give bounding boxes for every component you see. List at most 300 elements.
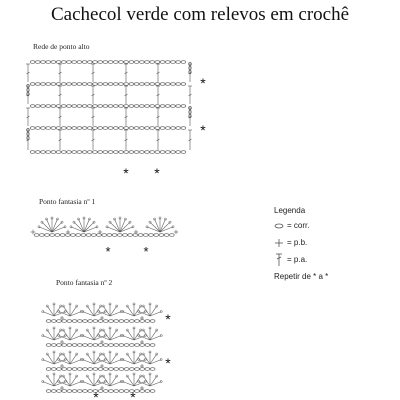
- chain-stitch: [62, 390, 67, 393]
- chain-stitch: [145, 368, 150, 371]
- chain-stitch: [154, 234, 159, 237]
- chain-stitch: [135, 320, 140, 323]
- legend-label-corr: = corr.: [287, 221, 310, 230]
- chain-stitch: [93, 368, 98, 371]
- chain-stitch: [83, 368, 88, 371]
- chain-stitch: [165, 105, 170, 108]
- chain-stitch: [124, 151, 129, 154]
- chain-stitch: [72, 368, 77, 371]
- chain-stitch: [35, 151, 40, 154]
- ponto-fantasia-2-chart: [42, 303, 172, 400]
- chain-stitch: [41, 151, 46, 154]
- chain-stitch: [62, 344, 67, 347]
- chain-stitch: [176, 127, 181, 130]
- chain-stitch: [176, 83, 181, 86]
- chain-stitch: [129, 83, 134, 86]
- chain-stitch: [124, 61, 129, 64]
- repeat-marker-asterisk: *: [200, 75, 206, 91]
- chain-stitch: [46, 344, 51, 347]
- chain-stitch: [134, 61, 139, 64]
- chain-stitch: [30, 127, 35, 130]
- chain-stitch: [107, 234, 112, 237]
- chain-stitch: [164, 234, 169, 237]
- chain-stitch: [124, 105, 129, 108]
- chain-stitch: [77, 83, 82, 86]
- chain-stitch: [103, 151, 108, 154]
- chain-stitch: [30, 151, 35, 154]
- chain-stitch: [103, 390, 108, 393]
- repeat-marker-asterisk: *: [143, 244, 149, 259]
- chain-stitch: [62, 368, 67, 371]
- chain-stitch: [160, 127, 165, 130]
- chain-stitch: [145, 320, 150, 323]
- chain-stitch: [165, 83, 170, 86]
- chain-stitch: [112, 234, 117, 237]
- chain-stitch: [114, 344, 119, 347]
- chain-stitch: [30, 61, 35, 64]
- chain-stitch: [88, 368, 93, 371]
- chain-stitch: [67, 105, 72, 108]
- chain-stitch: [61, 83, 66, 86]
- chain-stitch: [129, 61, 134, 64]
- chain-stitch: [60, 234, 65, 237]
- chain-stitch: [119, 83, 124, 86]
- chain-stitch: [140, 390, 145, 393]
- chain-stitch: [113, 127, 118, 130]
- chain-stitch: [145, 61, 150, 64]
- chain-stitch: [45, 234, 50, 237]
- chain-stitch: [83, 390, 88, 393]
- chain-stitch: [98, 127, 103, 130]
- chain-stitch: [181, 127, 186, 130]
- chain-stitch: [129, 368, 134, 371]
- chain-stitch: [30, 105, 35, 108]
- chain-stitch: [129, 127, 134, 130]
- chain-stitch: [67, 368, 72, 371]
- legend: [274, 206, 394, 281]
- chain-stitch: [41, 105, 46, 108]
- legend-item-corr: [274, 219, 394, 232]
- chain-stitch: [139, 61, 144, 64]
- legend-title: Legenda: [274, 206, 306, 215]
- fan-treble-stitch: [120, 222, 130, 232]
- chain-stitch: [35, 61, 40, 64]
- chain-stitch: [61, 105, 66, 108]
- repeat-marker-asterisk: *: [165, 311, 171, 327]
- chain-stitch: [135, 344, 140, 347]
- chain-stitch: [72, 61, 77, 64]
- chain-stitch: [71, 234, 76, 237]
- chain-stitch: [181, 151, 186, 154]
- fan-stitch-top: [164, 218, 166, 220]
- chain-stitch: [160, 105, 165, 108]
- chain-stitch: [155, 61, 160, 64]
- chain-stitch: [134, 105, 139, 108]
- chain-stitch: [50, 234, 55, 237]
- chain-stitch: [149, 234, 154, 237]
- chain-stitch: [35, 105, 40, 108]
- fan-treble-stitch: [52, 222, 62, 232]
- chain-stitch: [135, 368, 140, 371]
- chain-stitch: [55, 234, 60, 237]
- repeat-marker-asterisk: *: [130, 389, 136, 400]
- chain-stitch: [160, 83, 165, 86]
- legend-item-pb: [274, 236, 394, 249]
- chain-stitch: [98, 368, 103, 371]
- chain-stitch: [39, 234, 44, 237]
- repeat-marker-asterisk: *: [165, 355, 171, 371]
- chain-stitch: [129, 151, 134, 154]
- chain-stitch: [67, 127, 72, 130]
- chain-stitch: [72, 390, 77, 393]
- chain-stitch: [150, 344, 155, 347]
- chain-stitch: [171, 151, 176, 154]
- chain-stitch: [87, 105, 92, 108]
- chain-stitch: [91, 234, 96, 237]
- chain-stitch: [98, 151, 103, 154]
- chain-stitch: [98, 390, 103, 393]
- chain-stitch: [134, 151, 139, 154]
- fan-stitch-top: [45, 218, 47, 220]
- chain-stitch: [72, 344, 77, 347]
- fan-stitch-top: [77, 218, 79, 220]
- chain-stitch: [140, 368, 145, 371]
- chain-stitch: [93, 151, 98, 154]
- chain-stitch: [160, 61, 165, 64]
- page-title: Cachecol verde com relevos em crochê: [50, 4, 350, 25]
- chain-stitch: [83, 320, 88, 323]
- chain-stitch: [46, 320, 51, 323]
- chain-stitch: [46, 83, 51, 86]
- chain-stitch: [87, 151, 92, 154]
- chain-stitch: [87, 61, 92, 64]
- fan-stitch-top: [60, 305, 62, 307]
- chain-stitch: [129, 344, 134, 347]
- chain-stitch: [150, 320, 155, 323]
- chain-stitch: [150, 368, 155, 371]
- chain-stitch: [138, 234, 143, 237]
- chain-stitch: [124, 127, 129, 130]
- chain-stitch: [98, 344, 103, 347]
- caption-rede-ponto-alto: Rede de ponto alto: [33, 42, 90, 51]
- chain-stitch: [108, 105, 113, 108]
- chain-stitch: [160, 151, 165, 154]
- chain-stitch: [171, 61, 176, 64]
- chain-stitch: [145, 105, 150, 108]
- chain-stitch: [56, 151, 61, 154]
- chain-stitch: [155, 105, 160, 108]
- fan-stitch-top: [113, 218, 115, 220]
- chain-stitch: [46, 390, 51, 393]
- chain-stitch: [35, 83, 40, 86]
- chain-stitch: [155, 127, 160, 130]
- chain-stitch: [82, 151, 87, 154]
- chain-stitch: [72, 127, 77, 130]
- chain-stitch: [108, 61, 113, 64]
- repeat-marker-asterisk: *: [105, 244, 111, 259]
- chain-stitch: [145, 127, 150, 130]
- chain-stitch: [169, 234, 174, 237]
- chain-stitch: [57, 368, 62, 371]
- chain-stitch: [171, 127, 176, 130]
- chain-stitch: [83, 344, 88, 347]
- chain-stitch: [114, 368, 119, 371]
- chain-stitch: [114, 320, 119, 323]
- chain-stitch: [143, 234, 148, 237]
- fan-treble-stitch: [150, 222, 160, 232]
- chain-stitch: [88, 320, 93, 323]
- chain-stitch: [155, 151, 160, 154]
- chain-stitch: [155, 83, 160, 86]
- chain-stitch: [109, 344, 114, 347]
- chain-stitch: [150, 390, 155, 393]
- chain-stitch: [46, 61, 51, 64]
- chain-stitch: [88, 344, 93, 347]
- chain-stitch: [113, 83, 118, 86]
- chain-stitch: [124, 344, 129, 347]
- chain-stitch: [51, 83, 56, 86]
- chain-stitch: [35, 127, 40, 130]
- plus-icon: [274, 238, 284, 248]
- chain-stitch: [113, 151, 118, 154]
- chain-stitch: [103, 105, 108, 108]
- chain-stitch: [113, 105, 118, 108]
- chain-stitch: [176, 61, 181, 64]
- chain-stitch: [41, 61, 46, 64]
- chain-stitch: [176, 151, 181, 154]
- chain-stitch: [67, 320, 72, 323]
- chain-stitch: [56, 105, 61, 108]
- chain-stitch: [103, 320, 108, 323]
- chain-stitch: [139, 151, 144, 154]
- fan-stitch-top: [60, 329, 62, 331]
- chain-stitch: [61, 127, 66, 130]
- repeat-marker-asterisk: *: [93, 389, 99, 400]
- chain-stitch: [108, 83, 113, 86]
- chain-stitch: [134, 83, 139, 86]
- chain-stitch: [77, 61, 82, 64]
- fan-treble-stitch: [110, 222, 120, 232]
- chain-stitch: [145, 151, 150, 154]
- chain-stitch: [109, 320, 114, 323]
- rede-de-ponto-alto-chart: [26, 61, 206, 181]
- chain-stitch: [181, 61, 186, 64]
- chain-stitch: [67, 61, 72, 64]
- chain-stitch: [145, 390, 150, 393]
- chain-stitch: [57, 390, 62, 393]
- chain-stitch: [119, 127, 124, 130]
- chain-stitch: [97, 234, 102, 237]
- chain-stitch: [77, 151, 82, 154]
- caption-ponto-fantasia-1: Ponto fantasia nº 1: [39, 197, 96, 206]
- fan-stitch-top: [60, 353, 62, 355]
- chain-stitch: [128, 234, 133, 237]
- chain-stitch: [119, 61, 124, 64]
- chain-stitch: [56, 83, 61, 86]
- chain-stitch: [81, 234, 86, 237]
- chain-stitch: [159, 234, 164, 237]
- chain-stitch: [93, 83, 98, 86]
- chain-stitch: [119, 320, 124, 323]
- chain-stitch: [67, 344, 72, 347]
- chain-stitch: [165, 61, 170, 64]
- fan-stitch-top: [88, 218, 90, 220]
- chain-stitch: [98, 83, 103, 86]
- fan-treble-stitch: [160, 222, 170, 232]
- chain-stitch: [46, 368, 51, 371]
- chain-stitch: [76, 234, 81, 237]
- chain-stitch: [93, 105, 98, 108]
- chain-stitch: [67, 83, 72, 86]
- chain-stitch: [57, 344, 62, 347]
- chain-stitch: [139, 127, 144, 130]
- chain-stitch: [103, 344, 108, 347]
- chain-stitch: [77, 368, 82, 371]
- chain-stitch: [139, 105, 144, 108]
- chain-stitch: [150, 61, 155, 64]
- chain-stitch: [176, 105, 181, 108]
- chain-stitch: [98, 105, 103, 108]
- legend-label-pa: = p.a.: [287, 255, 308, 264]
- chain-stitch: [72, 151, 77, 154]
- chain-stitch: [134, 127, 139, 130]
- chain-stitch: [51, 127, 56, 130]
- chain-stitch: [77, 105, 82, 108]
- chain-stitch: [77, 390, 82, 393]
- chain-stitch: [140, 344, 145, 347]
- chain-stitch: [51, 105, 56, 108]
- fan-stitch-top: [124, 218, 126, 220]
- chain-stitch: [77, 320, 82, 323]
- ponto-fantasia-1-chart: [31, 217, 179, 259]
- chain-stitch: [124, 368, 129, 371]
- repeat-marker-asterisk: *: [154, 165, 160, 181]
- chain-stitch: [67, 151, 72, 154]
- chain-stitch: [72, 105, 77, 108]
- fan-stitch-top: [60, 375, 62, 377]
- chain-stitch: [51, 368, 56, 371]
- chain-stitch: [119, 390, 124, 393]
- chain-stitch: [165, 151, 170, 154]
- chain-stitch: [108, 151, 113, 154]
- chain-stitch: [117, 234, 122, 237]
- chain-stitch: [51, 390, 56, 393]
- chain-stitch: [98, 320, 103, 323]
- chain-stitch: [129, 105, 134, 108]
- chain-stitch: [67, 390, 72, 393]
- chain-stitch: [56, 61, 61, 64]
- legend-repeat-note: Repetir de * a *: [274, 272, 329, 281]
- chain-stitch: [46, 105, 51, 108]
- legend-item-pa: [274, 253, 394, 266]
- chain-stitch: [61, 61, 66, 64]
- fan-treble-stitch: [84, 222, 94, 232]
- repeat-marker-asterisk: *: [123, 165, 129, 181]
- chain-stitch: [86, 234, 91, 237]
- treble-stitch-icon: [274, 253, 284, 267]
- chain-stitch: [119, 344, 124, 347]
- chain-stitch: [113, 61, 118, 64]
- chain-stitch: [181, 105, 186, 108]
- chain-stitch: [77, 127, 82, 130]
- chain-stitch: [51, 61, 56, 64]
- chain-stitch: [93, 127, 98, 130]
- chain-stitch: [77, 344, 82, 347]
- fan-stitch-top: [153, 218, 155, 220]
- chain-stitch: [123, 234, 128, 237]
- chain-stitch: [109, 368, 114, 371]
- chain-stitch: [171, 105, 176, 108]
- chain-stitch: [57, 320, 62, 323]
- chain-stitch: [165, 127, 170, 130]
- chain-stitch: [108, 127, 113, 130]
- chain-stitch: [87, 83, 92, 86]
- fan-treble-stitch: [42, 222, 52, 232]
- chain-stitch: [119, 151, 124, 154]
- legend-label-pb: = p.b.: [287, 238, 308, 247]
- chain-stitch: [56, 127, 61, 130]
- chain-oval-icon: [274, 223, 284, 229]
- chain-stitch: [61, 151, 66, 154]
- chain-stitch: [93, 320, 98, 323]
- chain-stitch: [87, 127, 92, 130]
- chain-stitch: [119, 368, 124, 371]
- chain-stitch: [41, 83, 46, 86]
- chain-stitch: [82, 105, 87, 108]
- chain-stitch: [82, 127, 87, 130]
- chain-stitch: [41, 127, 46, 130]
- chain-stitch: [150, 83, 155, 86]
- chain-stitch: [62, 320, 67, 323]
- chain-stitch: [46, 127, 51, 130]
- chain-stitch: [140, 320, 145, 323]
- chain-stitch: [171, 83, 176, 86]
- chain-stitch: [103, 83, 108, 86]
- chain-stitch: [139, 83, 144, 86]
- caption-ponto-fantasia-2: Ponto fantasia nº 2: [56, 278, 113, 287]
- chain-stitch: [46, 151, 51, 154]
- chain-stitch: [150, 105, 155, 108]
- chain-stitch: [82, 83, 87, 86]
- chain-stitch: [133, 234, 138, 237]
- chain-stitch: [119, 105, 124, 108]
- chain-stitch: [145, 344, 150, 347]
- chain-stitch: [181, 83, 186, 86]
- chain-stitch: [150, 127, 155, 130]
- chain-stitch: [129, 320, 134, 323]
- chain-stitch: [51, 320, 56, 323]
- chain-stitch: [124, 320, 129, 323]
- chain-stitch: [124, 83, 129, 86]
- chain-stitch: [103, 127, 108, 130]
- chain-stitch: [124, 390, 129, 393]
- chain-stitch: [103, 61, 108, 64]
- chain-stitch: [109, 390, 114, 393]
- chain-stitch: [98, 61, 103, 64]
- chain-stitch: [51, 344, 56, 347]
- chain-stitch: [88, 390, 93, 393]
- chain-stitch: [93, 344, 98, 347]
- chain-stitch: [145, 83, 150, 86]
- chain-stitch: [51, 151, 56, 154]
- repeat-marker-asterisk: *: [200, 122, 206, 138]
- chain-stitch: [150, 151, 155, 154]
- chain-stitch: [103, 368, 108, 371]
- chain-stitch: [72, 320, 77, 323]
- chain-stitch: [82, 61, 87, 64]
- chain-stitch: [93, 61, 98, 64]
- chain-stitch: [72, 83, 77, 86]
